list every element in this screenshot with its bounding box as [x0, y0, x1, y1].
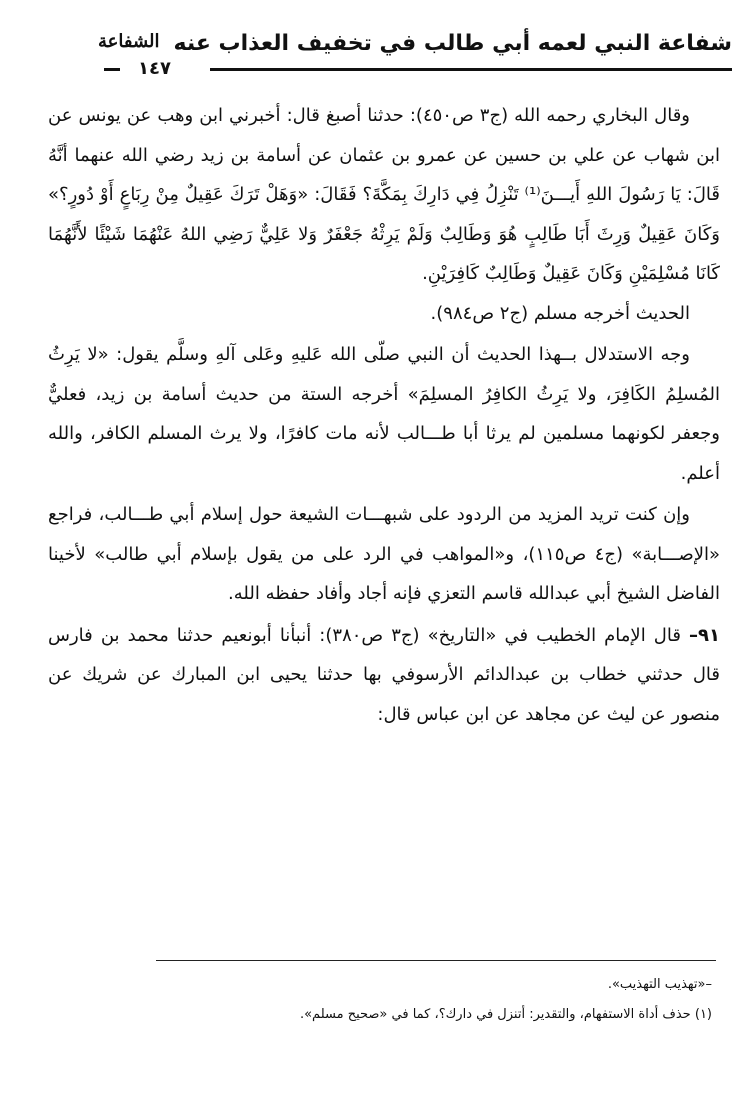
book-title-mark: الشفاعة — [98, 31, 160, 52]
page-number: ١٤٧ — [138, 58, 171, 79]
footnotes — [60, 970, 712, 1030]
paragraph-muslim-reference: الحديث أخرجه مسلم (ج٢ ص٩٨٤). — [430, 302, 690, 324]
hadith-91-text: قال الإمام الخطيب في «التاريخ» (ج٣ ص٣٨٠): أنبأنا أبونعيم حدثنا محمد بن فارس قال حدثني خطاب بن عبدالدائم الأرسوفي بها حدثنا يحيى ابن المبارك عن شريك عن منصور عن ليث عن مجاهد عن ابن عباس قال: — [48, 624, 720, 725]
paragraph-bukhari-hadith: وقال البخاري رحمه الله (ج٣ ص٤٥٠): حدثنا أصبغ قال: أخبرني ابن وهب عن يونس عن ابن شهاب عن علي بن حسين عن عمرو بن عثمان عن أسامة بن زيد رضي الله عنهما أنَّهُ قَالَ: يَا رَسُولَ اللهِ أَيـــنَ⁽¹⁾ تَنْزِلُ فِي دَارِكَ بِمَكَّةَ؟ فَقَالَ: «وَهَلْ تَرَكَ عَقِيلٌ مِنْ رِبَاعٍ أَوْ دُورٍ؟» وَكَانَ عَقِيلٌ وَرِثَ أَبَا طَالِبٍ هُوَ وَطَالِبٌ وَلَمْ يَرِثْهُ جَعْفَرٌ وَلا عَلِيٌّ رَضِي اللهُ عَنْهُمَا شَيْئًا لأَنَّهُمَا كَانَا مُسْلِمَيْنِ وَكَانَ عَقِيلٌ وَطَالِبٌ كَافِرَيْنِ. — [48, 105, 720, 284]
header-rule-short — [104, 68, 120, 71]
header-rule — [210, 68, 732, 71]
hadith-number: ٩١– — [689, 624, 720, 646]
page-header — [20, 28, 732, 79]
paragraph-hadith-91 — [48, 616, 720, 735]
main-text — [48, 96, 720, 734]
paragraph-inference: وجه الاستدلال بــهذا الحديث أن النبي صلّى الله عَليهِ وعَلى آلهِ وسلَّم يقول: «لا يَرِثُ المُسلِمُ الكَافِرَ، ولا يَرِثُ الكافِرُ المسلِمَ» أخرجه الستة من حديث أسامة بن زيد، فعليٌّ وجعفر لكونهما مسلمين لم يرثا أبا طـــالب لأنه مات كافرًا، ولا يرث المسلم الكافر، والله أعلم. — [48, 344, 720, 484]
footnote-1: (١) حذف أداة الاستفهام، والتقدير: أتنزل في دارك؟، كما في «صحيح مسلم». — [299, 1007, 712, 1022]
running-title: شفاعة النبي لعمه أبي طالب في تخفيف العذاب عنه — [173, 31, 732, 56]
footnote-continuation: –«تهذيب التهذيب». — [607, 977, 712, 992]
paragraph-further-reading: وإن كنت تريد المزيد من الردود على شبهـــات الشيعة حول إسلام أبي طـــالب، فراجع «الإصـــابة» (ج٤ ص١١٥)، و«المواهب في الرد على من يقول بإسلام أبي طالب» لأخينا الفاضل الشيخ أبي عبدالله قاسم التعزي فإنه أجاد وأفاد حفظه الله. — [48, 504, 721, 604]
footnote-divider — [156, 960, 716, 961]
